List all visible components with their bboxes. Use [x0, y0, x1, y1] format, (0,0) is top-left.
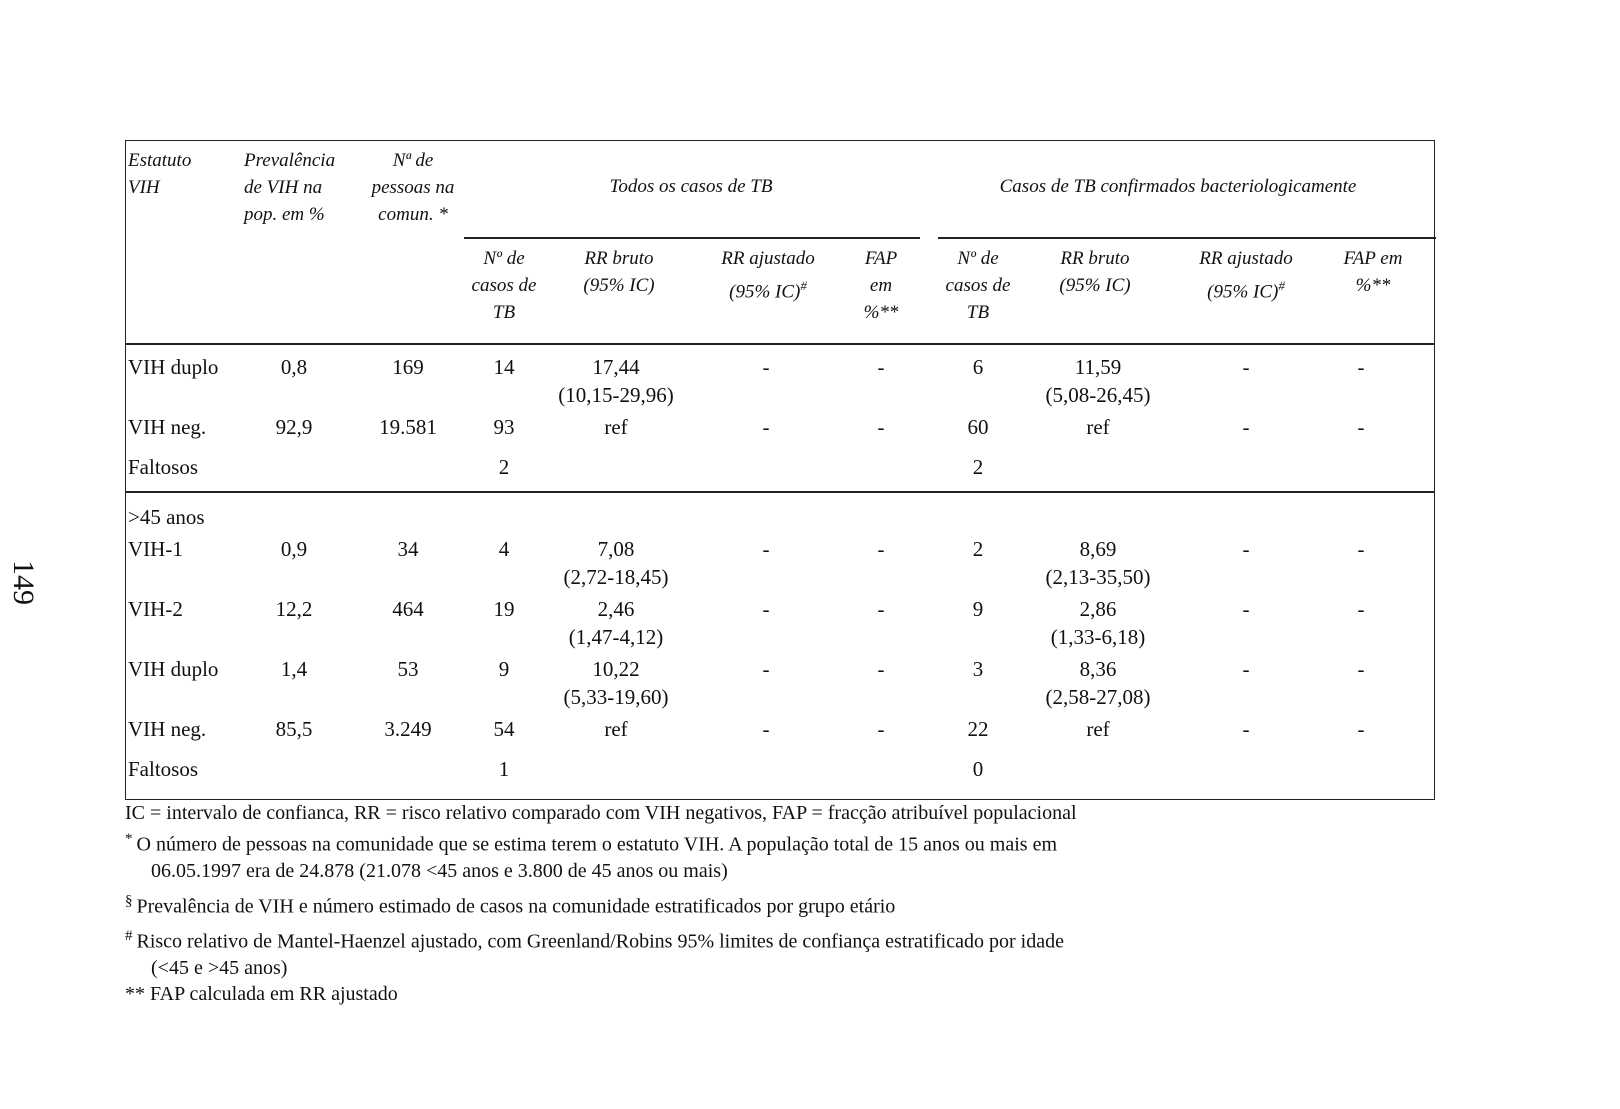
cell-persons: 34 — [397, 537, 419, 561]
cell-rr-ajustado-all: - — [762, 415, 770, 439]
footnote-section: § Prevalência de VIH e número estimado de casos na comunidade estratificados por grupo etário — [125, 892, 896, 918]
subheader-cases-all: Nº de casos de TB — [471, 248, 537, 323]
cell-cases-bact: 9 — [972, 597, 984, 621]
cell-rr-bruto-bact: 8,69 (2,13-35,50) — [1045, 537, 1151, 589]
cell-rr-ajustado-all: - — [762, 537, 770, 561]
cell-cases-bact: 2 — [972, 537, 984, 561]
cell-rr-ajustado-bact: - — [1242, 415, 1250, 439]
header-group-all-tb: Todos os casos de TB — [609, 176, 773, 197]
cell-rr-ajustado-all: - — [762, 597, 770, 621]
section-rule — [126, 491, 1434, 493]
subheader-fap-all: FAP em %** — [863, 248, 899, 323]
subheader-rr-bruto-bact: RR bruto (95% IC) — [1059, 248, 1131, 296]
footnote-abbreviations: IC = intervalo de confianca, RR = risco relativo comparado com VIH negativos, FAP = fracção atribuível populacional — [125, 802, 1077, 824]
cell-rr-ajustado-all: - — [762, 717, 770, 741]
row-label: VIH duplo — [128, 355, 219, 379]
cell-rr-bruto-bact: 11,59 (5,08-26,45) — [1045, 355, 1151, 407]
cell-rr-bruto-bact: ref — [1086, 415, 1110, 439]
cell-rr-ajustado-all: - — [762, 355, 770, 379]
cell-fap-all: - — [877, 355, 885, 379]
cell-prevalence: 1,4 — [280, 657, 308, 681]
cell-rr-bruto-all: 10,22 (5,33-19,60) — [563, 657, 669, 709]
cell-fap-bact: - — [1357, 597, 1365, 621]
cell-rr-bruto-all: 7,08 (2,72-18,45) — [563, 537, 669, 589]
cell-rr-ajustado-all: - — [762, 657, 770, 681]
page-number: 149 — [7, 560, 40, 605]
cell-fap-bact: - — [1357, 657, 1365, 681]
cell-persons: 53 — [397, 657, 419, 681]
subheader-fap-bact: FAP em %** — [1343, 248, 1403, 296]
header-status: Estatuto VIH — [128, 150, 192, 198]
footnote-double-star: ** FAP calculada em RR ajustado — [125, 982, 398, 1005]
cell-fap-all: - — [877, 597, 885, 621]
cell-prevalence: 12,2 — [275, 597, 313, 621]
subheader-cases-bact: Nº de casos de TB — [945, 248, 1011, 323]
cell-fap-bact: - — [1357, 415, 1365, 439]
group-underline-all — [464, 237, 920, 239]
cell-rr-ajustado-bact: - — [1242, 717, 1250, 741]
cell-fap-bact: - — [1357, 537, 1365, 561]
header-persons: Nª de pessoas na comun. * — [371, 150, 455, 225]
row-label: VIH neg. — [128, 415, 207, 439]
cell-fap-all: - — [877, 657, 885, 681]
cell-fap-bact: - — [1357, 717, 1365, 741]
cell-rr-ajustado-bact: - — [1242, 657, 1250, 681]
cell-rr-bruto-all: ref — [604, 415, 628, 439]
row-label: Faltosos — [128, 757, 199, 781]
cell-prevalence: 92,9 — [275, 415, 313, 439]
cell-fap-all: - — [877, 415, 885, 439]
cell-rr-ajustado-bact: - — [1242, 597, 1250, 621]
cell-prevalence: 0,9 — [280, 537, 308, 561]
cell-cases-all: 1 — [498, 757, 510, 781]
cell-prevalence: 0,8 — [280, 355, 308, 379]
cell-cases-bact: 2 — [972, 455, 984, 479]
group-underline-bact — [938, 237, 1436, 239]
cell-cases-all: 9 — [498, 657, 510, 681]
cell-cases-all: 4 — [498, 537, 510, 561]
cell-cases-all: 19 — [493, 597, 515, 621]
cell-rr-ajustado-bact: - — [1242, 537, 1250, 561]
cell-persons: 464 — [392, 597, 424, 621]
header-group-bact-tb: Casos de TB confirmados bacteriologicamente — [999, 176, 1357, 197]
cell-rr-bruto-bact: ref — [1086, 717, 1110, 741]
cell-persons: 169 — [392, 355, 424, 379]
cell-cases-bact: 6 — [972, 355, 984, 379]
cell-rr-bruto-bact: 8,36 (2,58-27,08) — [1045, 657, 1151, 709]
row-label: VIH-2 — [128, 597, 183, 621]
header-rule — [126, 343, 1434, 345]
footnotes — [125, 800, 1285, 1007]
cell-cases-bact: 0 — [972, 757, 984, 781]
cell-fap-all: - — [877, 717, 885, 741]
footnote-star-cont: 06.05.1997 era de 24.878 (21.078 <45 anos e 3.800 de 45 anos ou mais) — [151, 859, 728, 882]
subheader-rr-ajustado-all: RR ajustado (95% IC)# — [721, 248, 815, 303]
cell-rr-bruto-all: 2,46 (1,47-4,12) — [568, 597, 664, 649]
subheader-rr-bruto-all: RR bruto (95% IC) — [583, 248, 655, 296]
row-label: VIH neg. — [128, 717, 207, 741]
header-prevalence: Prevalência de VIH na pop. em % — [244, 150, 336, 225]
footnote-star: * O número de pessoas na comunidade que se estima terem o estatuto VIH. A população total de 15 anos ou mais em — [125, 831, 1058, 856]
cell-cases-bact: 22 — [967, 717, 989, 741]
cell-cases-all: 14 — [493, 355, 515, 379]
data-table — [125, 140, 1435, 800]
cell-fap-bact: - — [1357, 355, 1365, 379]
cell-rr-ajustado-bact: - — [1242, 355, 1250, 379]
section-title: >45 anos — [128, 505, 205, 529]
cell-persons: 3.249 — [384, 717, 432, 741]
cell-rr-bruto-all: 17,44 (10,15-29,96) — [558, 355, 674, 407]
footnote-hash-cont: (<45 e >45 anos) — [151, 956, 288, 979]
cell-rr-bruto-bact: 2,86 (1,33-6,18) — [1050, 597, 1146, 649]
row-label: VIH-1 — [128, 537, 183, 561]
cell-cases-bact: 3 — [972, 657, 984, 681]
cell-fap-all: - — [877, 537, 885, 561]
cell-cases-all: 54 — [493, 717, 515, 741]
cell-persons: 19.581 — [379, 415, 437, 439]
row-label: VIH duplo — [128, 657, 219, 681]
subheader-rr-ajustado-bact: RR ajustado (95% IC)# — [1199, 248, 1293, 303]
cell-prevalence: 85,5 — [275, 717, 313, 741]
cell-rr-bruto-all: ref — [604, 717, 628, 741]
cell-cases-bact: 60 — [967, 415, 989, 439]
cell-cases-all: 2 — [498, 455, 510, 479]
cell-cases-all: 93 — [493, 415, 515, 439]
footnote-hash: # Risco relativo de Mantel-Haenzel ajustado, com Greenland/Robins 95% limites de confiança estratificado por idade — [125, 928, 1064, 953]
row-label: Faltosos — [128, 455, 199, 479]
